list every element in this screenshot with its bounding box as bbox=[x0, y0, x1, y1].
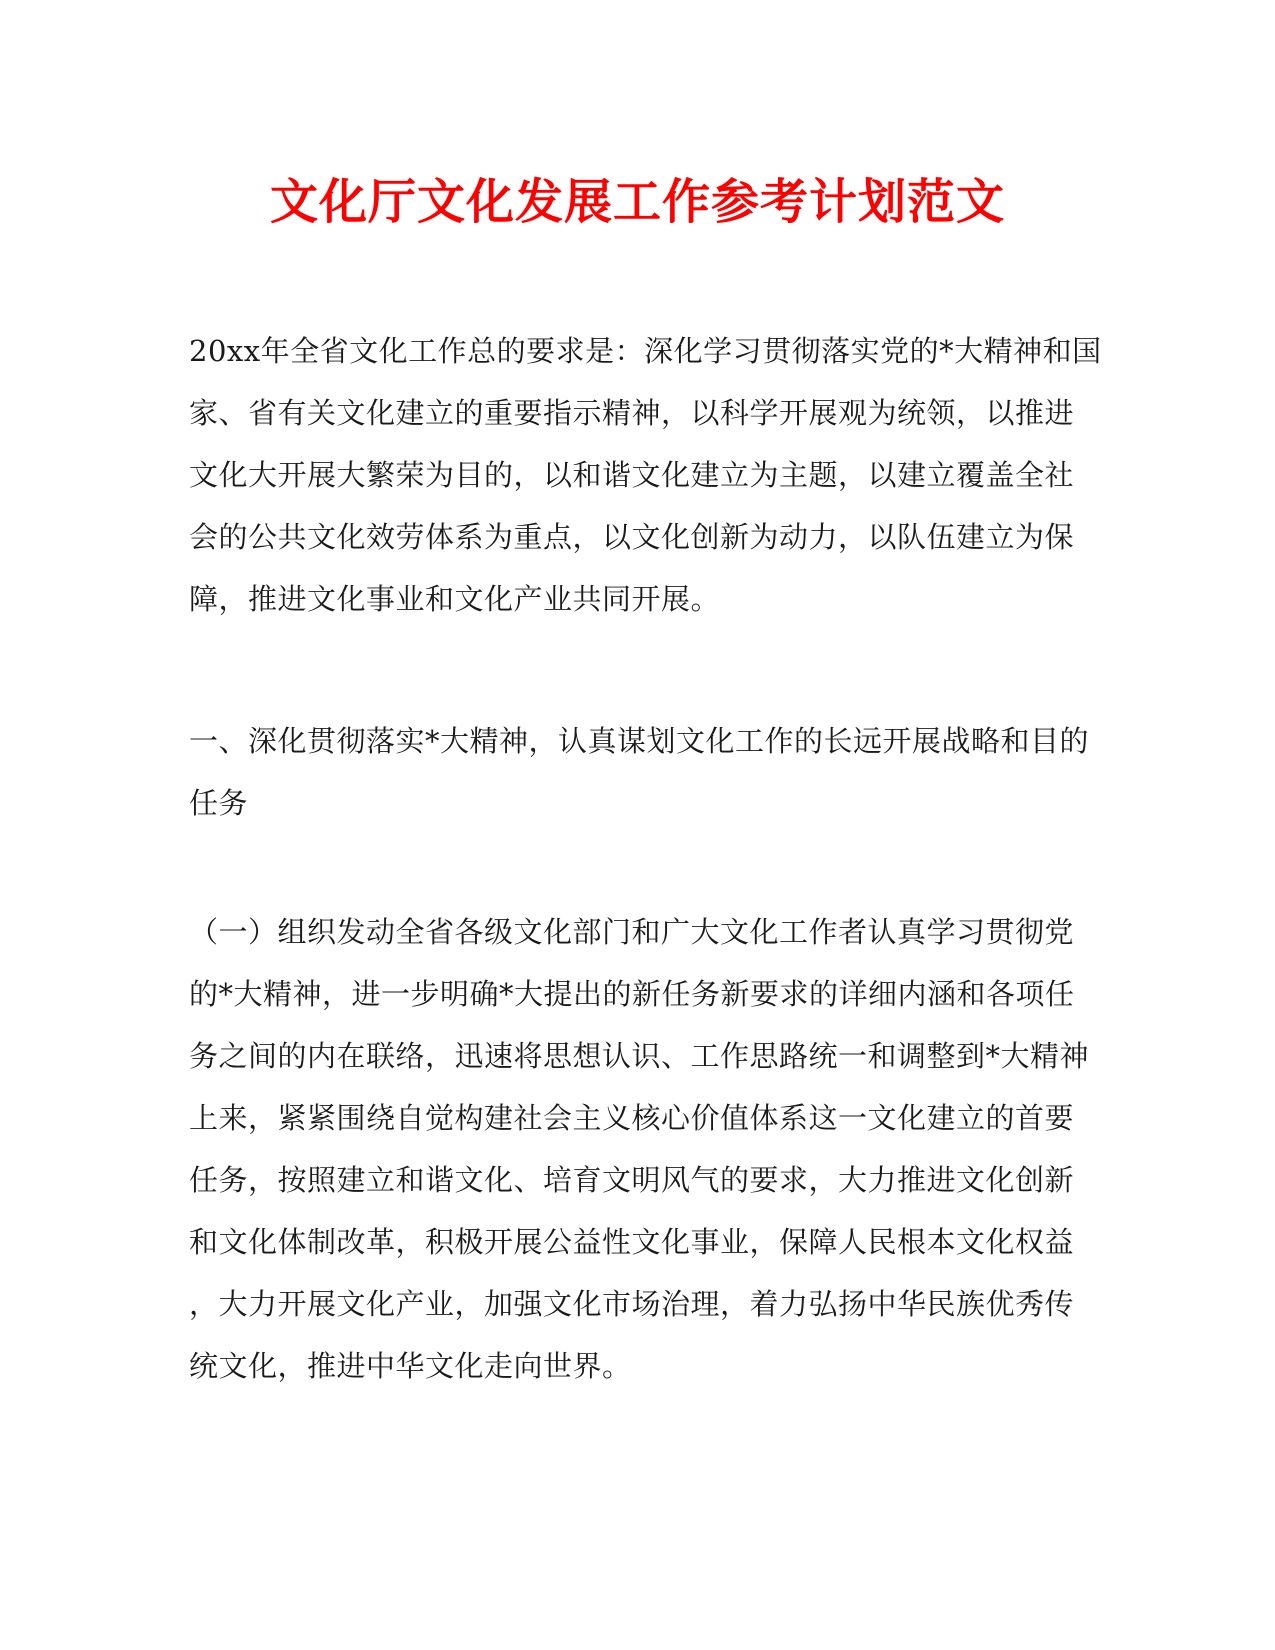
text-line: ，大力开展文化产业，加强文化市场治理，着力弘扬中华民族优秀传 bbox=[189, 1287, 1075, 1321]
text-line: 任务，按照建立和谐文化、培育文明风气的要求，大力推进文化创新 bbox=[189, 1163, 1075, 1197]
text-line: 的*大精神，进一步明确*大提出的新任务新要求的详细内涵和各项任 bbox=[189, 977, 1075, 1011]
text-line: （一）组织发动全省各级文化部门和广大文化工作者认真学习贯彻党 bbox=[189, 915, 1075, 949]
text-line: 任务 bbox=[189, 786, 249, 820]
document-title: 文化厅文化发展工作参考计划范文 bbox=[269, 174, 1005, 230]
text-line: 家、省有关文化建立的重要指示精神，以科学开展观为统领，以推进 bbox=[189, 396, 1075, 430]
text-line: 一、深化贯彻落实*大精神，认真谋划文化工作的长远开展战略和目的 bbox=[189, 724, 1090, 758]
paragraph-intro bbox=[189, 320, 1102, 630]
text-line: 上来，紧紧围绕自觉构建社会主义核心价值体系这一文化建立的首要 bbox=[189, 1101, 1075, 1135]
text-line: 障，推进文化事业和文化产业共同开展。 bbox=[189, 582, 721, 616]
text-line: 文化大开展大繁荣为目的，以和谐文化建立为主题，以建立覆盖全社 bbox=[189, 458, 1075, 492]
section-heading-1 bbox=[189, 710, 1090, 834]
text-line: 务之间的内在联络，迅速将思想认识、工作思路统一和调整到*大精神 bbox=[189, 1039, 1090, 1073]
text-line: 20xx年全省文化工作总的要求是：深化学习贯彻落实党的*大精神和国 bbox=[189, 334, 1102, 368]
paragraph-subsection-1 bbox=[189, 901, 1090, 1397]
text-line: 和文化体制改革，积极开展公益性文化事业，保障人民根本文化权益 bbox=[189, 1225, 1075, 1259]
text-line: 统文化，推进中华文化走向世界。 bbox=[189, 1349, 632, 1383]
text-line: 会的公共文化效劳体系为重点，以文化创新为动力，以队伍建立为保 bbox=[189, 520, 1075, 554]
